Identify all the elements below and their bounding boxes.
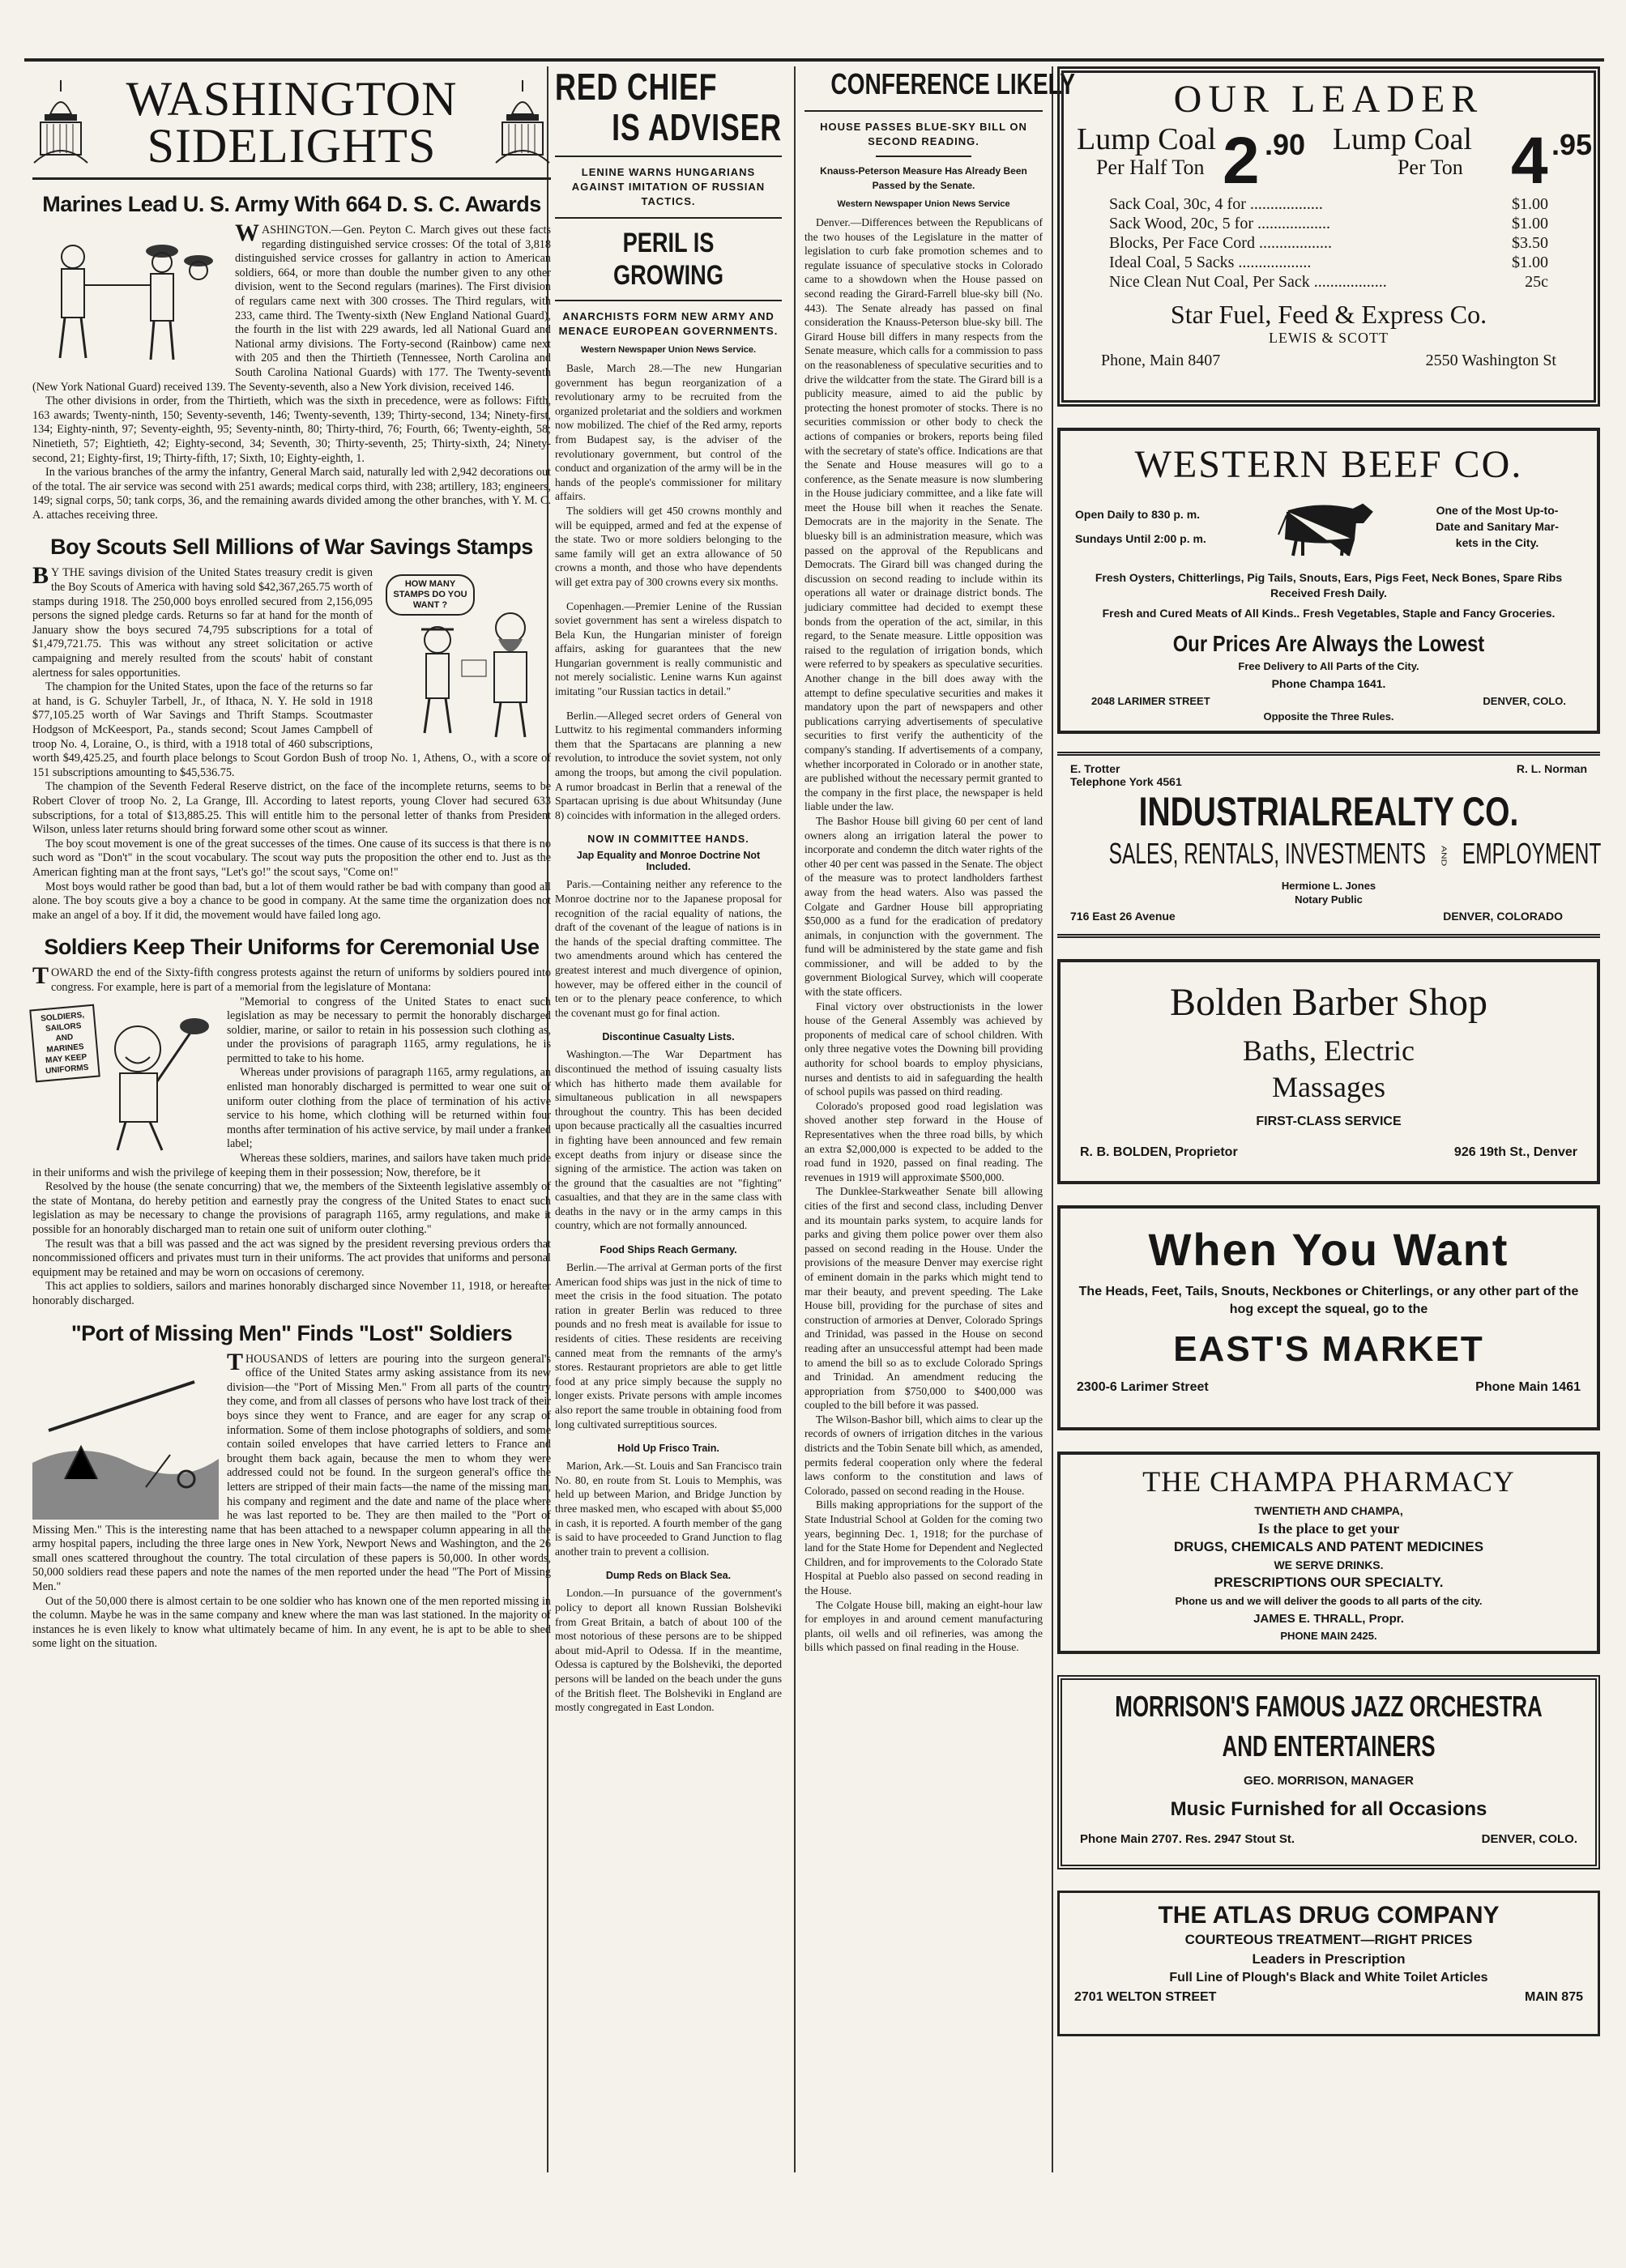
ton-price xyxy=(1332,122,1592,198)
article-paragraph: The result was that a bill was passed and the act was signed by the president reversing previous orders that noncommissioned officers and privates must turn in their uniforms. The act provides that uniforms and personal equipment may be retained and may be worn on occasions of ceremony. xyxy=(32,1237,551,1279)
divider xyxy=(555,300,782,301)
headline-conference: CONFERENCE LIKELY xyxy=(830,67,1075,100)
item-name: Sack Wood, 20c, 5 for .................. xyxy=(1109,215,1330,232)
column-advertisements xyxy=(1057,66,1600,2053)
article-paragraph: The Bashor House bill giving 60 per cent of land owners along an irrigation lateral the power to incorporate and condemn the ditch water rights of the other 40 per cent was passed in the Senate. The object of the measure was to protect landholders farthest away from the head waters. Also was passed the Colgate and Gardner House bill appropriating $50,000 as a fund for the eradication of predatory animals, in conjunction with the government. The fund will be administered by the state game and fish commissioner, and will be added to by the government Biological Survey, which will cooperate with the state officers. xyxy=(804,814,1043,999)
item-name: Nice Clean Nut Coal, Per Sack .................. xyxy=(1109,273,1387,291)
realty-name: E. Trotter xyxy=(1070,762,1120,775)
services-part: SALES, RENTALS, INVESTMENTS xyxy=(1108,837,1427,870)
services-part: EMPLOYMENT xyxy=(1462,837,1602,870)
pharmacy-line: PHONE MAIN 2425. xyxy=(1280,1630,1377,1642)
realty-name: R. L. Norman xyxy=(1516,762,1587,775)
atlas-line: Leaders in Prescription xyxy=(1252,1951,1406,1967)
realty-left xyxy=(1070,762,1182,788)
section-head: Jap Equality and Monroe Doctrine Not Included. xyxy=(576,850,761,873)
beef-line: Fresh and Cured Meats of All Kinds.. Fresh Vegetables, Staple and Fancy Groceries. xyxy=(1102,607,1556,620)
article-paragraph: Whereas under provisions of paragraph 1165, army regulations, an enlisted man honorably discharged is permitted to wear one suit of uniform outer clothing from the place of termination of his active service to his home, which clothing will be returned within four months after termination of his active service, by mail under a franked label; xyxy=(227,1066,551,1151)
ad-morrisons-orchestra xyxy=(1057,1675,1600,1869)
beef-info-row xyxy=(1075,494,1582,559)
ad-title: When You Want xyxy=(1148,1224,1509,1275)
lump-coal-label: Lump Coal xyxy=(1077,122,1217,156)
battlefield-cartoon-icon xyxy=(32,1358,219,1520)
article-paragraph: The champion for the United States, upon the face of the returns so far at hand, is G. Schuyler Tarbell, Jr., of Ithaca, N. Y. He sold in 1918 $77,105.25 worth of War Savings and Thrift Stamps. Scoutmaster Hodgson of McKeesport, Pa., stands second; Scout James Campbell of troop No. 4, Loraine, O., is third, with a 1918 total of 460 subscriptions, worth $49,425.25, and fourth place belongs to Scout Gordon Bush of troop No. 1, Athens, O., with a score of 151 subscriptions amounting to $45,536.75. xyxy=(32,680,551,779)
article-headline: Soldiers Keep Their Uniforms for Ceremonial Use xyxy=(44,935,540,960)
uniform-sign: SOLDIERS, SAILORS AND MARINES MAY KEEP UNIFORMS xyxy=(29,1004,100,1082)
phone: Phone Champa 1641. xyxy=(1271,677,1386,690)
services-and: AND xyxy=(1440,845,1449,867)
headline-red-chief: RED CHIEF xyxy=(555,66,718,108)
article-paragraph: Washington.—The War Department has discontinued the method of issuing casualty lists which has hitherto made them available for simultaneous publication in all newspapers throughout the country. This has been decided upon because practically all the casualties incurred in fighting have been announced and few remain except deaths from injury or disease since the signing of the armistice. The action was taken on the ground that the casualties are not "fighting" casualties, and that they are in the same class with deaths in the navy or in the army camps in this country, which are not formally announced. xyxy=(555,1048,782,1232)
city: DENVER, COLO. xyxy=(1483,695,1566,707)
top-rule xyxy=(24,58,1604,62)
price-small: .95 xyxy=(1551,128,1592,161)
article-paragraph: Most boys would rather be good than bad, but a lot of them would rather be bad with company than good all alone. The boy scouts give a boy a chance to be good in company. At the same time the organization does not make an angel of a boy. If it did, the movement would have failed long ago. xyxy=(32,880,551,922)
barber-line: Massages xyxy=(1272,1071,1385,1103)
item-price: $1.00 xyxy=(1512,195,1548,213)
item-name: Sack Coal, 30c, 4 for .................. xyxy=(1109,195,1323,213)
ad-bolden-barber xyxy=(1057,959,1600,1184)
article-paragraph: Colorado's proposed good road legislation was shoved another step forward in the House of Representatives when the three road bills, by which an extra $2,000,000 is expected to be added to the road fund in 1920, passed on final reading. The revenues in 1919 will approximate $500,000. xyxy=(804,1099,1043,1183)
opposite: Opposite the Three Rules. xyxy=(1263,710,1394,723)
atlas-line: Full Line of Plough's Black and White Toilet Articles xyxy=(1169,1971,1488,1985)
article-paragraph: Final victory over obstructionists in the lower house of the General Assembly was achieved by proponents of medical care of school children. With only three negative votes the Downing bill providing authority for school boards to employ physicians, nurses and dentists to aid in safeguarding the health of school pupils was passed on third reading. xyxy=(804,1000,1043,1098)
notary-title: Notary Public xyxy=(1295,893,1363,906)
article-paragraph: Paris.—Containing neither any reference to the Monroe doctrine nor to the Japanese proposal for recognition of the racial equality of nations, the draft of the covenant of the league of nations is in the hands of the special drafting committee. The two amendments around which has centered the greatest interest and much divergence of opinion, however, may be offered either in the council of ten or to the plenary peace conference, to which the covenant must go for final action. xyxy=(555,878,782,1019)
article-paragraph: Berlin.—The arrival at German ports of the first American food ships was just in the nick of time to meet the crisis in the food situation. The potato ration in greater Berlin was reduced to three pounds and no fresh meat is available for issue to residents of cities. These residents are receiving canned meat from the remnants of the army's stores. Restaurant proprietors are able to get little food at any price simply because the supply no longer exists. Private persons with ample incomes also report the same trouble in obtaining food from long cultivated surreptitious sources. xyxy=(555,1261,782,1430)
article-headline: Boy Scouts Sell Millions of War Savings Stamps xyxy=(50,535,533,560)
pharmacy-line: WE SERVE DRINKS. xyxy=(1274,1558,1384,1571)
article-paragraph: Marion, Ark.—St. Louis and San Francisco train No. 80, en route from St. Louis to Memphis, was held up between Marion, and Bridge Junction by three masked men, who escaped with about $5,000 in cash, it is reported. A fourth member of the gang is said to have proceeded to Grand Junction to flag another train to prevent a collision. xyxy=(555,1460,782,1558)
owners: LEWIS & SCOTT xyxy=(1269,330,1389,346)
capitol-dome-icon xyxy=(494,74,551,171)
street: 2048 LARIMER STREET xyxy=(1091,695,1210,707)
tagline-line: kets in the City. xyxy=(1455,536,1539,549)
article-paragraph: BY THE savings division of the United States treasury credit is given the Boy Scouts of America with having sold $42,367,265.75 worth of stamps during 1918. The 250,000 boys enrolled secured from 2,156,095 persons the signed pledge cards. Returns so far at hand for the month of January show the boys secured 74,795 subscriptions for a total of $1,479,721.75. This was without any street solicitation or active campaigning and merely resulted from the scouts' habit of constant alertness for sales opportunities. xyxy=(32,562,373,680)
phone: MAIN 875 xyxy=(1524,1990,1583,2004)
divider xyxy=(555,156,782,157)
phone: Phone, Main 8407 xyxy=(1101,352,1221,369)
delivery: Free Delivery to All Parts of the City. xyxy=(1238,660,1419,672)
ad-title: INDUSTRIALREALTY CO. xyxy=(1138,789,1519,834)
atlas-line: COURTEOUS TREATMENT—RIGHT PRICES xyxy=(1184,1932,1473,1947)
manager: GEO. MORRISON, MANAGER xyxy=(1243,1774,1414,1788)
article-paragraph: The Dunklee-Starkweather Senate bill allowing cities of the first and second class, including Denver and its mountain parks system, to acquire lands for parks and giving them police power over them also passed on second reading in the House. Under the provisions of the measure Denver may exercise right of eminent domain in the parks which might tend to mar their beauty, and prevent speeding. The Lake House bill, providing for the purchase of sites and construction of armories at Denver, Colorado Springs and Trinidad, was passed in the House on second reading after an unsuccessful attempt had been made to amend the bill so as to exclude Colorado Springs and Trinidad. An amendment reducing the appropriation from $750,000 to $400,000 was coupled to the bill before it was passed. xyxy=(804,1185,1043,1412)
item-price: 25c xyxy=(1525,273,1548,291)
divider xyxy=(555,217,782,219)
realty-phone: Telephone York 4561 xyxy=(1070,775,1182,788)
slogan: Our Prices Are Always the Lowest xyxy=(1172,631,1485,656)
sidelights-masthead xyxy=(32,66,551,180)
ad-easts-market xyxy=(1057,1205,1600,1430)
half-ton-price xyxy=(1077,122,1333,198)
pharmacy-line: JAMES E. THRALL, Propr. xyxy=(1253,1612,1404,1626)
price-small: .90 xyxy=(1265,128,1306,161)
market-contact xyxy=(1077,1380,1581,1395)
column-red-chief xyxy=(547,66,790,1715)
barber-contact xyxy=(1080,1145,1577,1160)
ad-title-2: AND ENTERTAINERS xyxy=(1222,1729,1436,1763)
music: Music Furnished for all Occasions xyxy=(1170,1798,1487,1820)
speech-bubble: HOW MANY STAMPS DO YOU WANT ? xyxy=(386,574,475,616)
city: DENVER, COLORADO xyxy=(1443,910,1563,923)
ad-title: WESTERN BEEF CO. xyxy=(1134,443,1523,486)
article-headline: Marines Lead U. S. Army With 664 D. S. C. Awards xyxy=(42,192,541,216)
item-name: Ideal Coal, 5 Sacks .................. xyxy=(1109,254,1312,271)
article-paragraph: THOUSANDS of letters are pouring into the surgeon general's office of the United States army asking assistance from its new division—the "Port of Missing Men." From all parts of the country they come, and from all classes of persons who have lost track of their boys since they went to France, and are eager for any scrap of information. Some of them inclose photographs of soldiers, and some contain soiled envelopes that have carried letters to France and brought them back again, because the men to whom they were addressed could not be found. In the surgeon general's office the letters are stripped of their main facts—the name of the missing man, his company and regiment and the date and name of the place where he was last reported to be. They are then mailed to the "Port of Missing Men." This is the interesting name that has been attached to a newspaper column appearing in all the army hospital papers, including the three large ones in New York, Newport News and Washington, and the 26 small ones scattered throughout the country. The total circulation of these papers is 50,000. In other words, 50,000 soldiers read these papers and note the names of the men reported under the head "The Port of Missing Men." xyxy=(32,1348,551,1594)
coal-prices xyxy=(1077,122,1592,198)
pharmacy-line: PRESCRIPTIONS OUR SPECIALTY. xyxy=(1214,1575,1444,1590)
realty-header xyxy=(1070,762,1587,788)
beef-line: Fresh Oysters, Chitterlings, Pig Tails, Snouts, Ears, Pigs Feet, Neck Bones, Spare Ribs Received Fresh Daily. xyxy=(1095,571,1563,599)
price-list-item xyxy=(1109,272,1548,292)
article-paragraph: Copenhagen.—Premier Lenine of the Russian soviet government has sent a wireless dispatch to Bela Kun, the Hungarian minister of foreign affairs, asking for guarantees that the new Hungarian government is really communistic and not merely socialistic. Lenine warns Kun against imitating "our Russian tactics in detail." xyxy=(555,599,782,698)
owner: R. B. BOLDEN, Proprietor xyxy=(1080,1145,1238,1159)
notary-name: Hermione L. Jones xyxy=(1281,880,1376,892)
tagline-line: Date and Sanitary Mar- xyxy=(1436,520,1559,533)
address: 926 19th St., Denver xyxy=(1453,1145,1577,1159)
company-name: Star Fuel, Feed & Express Co. xyxy=(1170,300,1487,329)
article-paragraph: TOWARD the end of the Sixty-fifth congress protests against the return of uniforms by soldiers poured into congress. For example, here is part of a memorial from the legislature of Montana: xyxy=(32,962,551,994)
article-paragraph: WASHINGTON.—Gen. Peyton C. March gives out these facts regarding distinguished service crosses: Of the total of 3,818 distinguished service crosses for gallantry in action to American soldiers, 664, or more than double the number given to any other division, went to the Second regulars (marines). The First division of regulars came next with 300 crosses. The Third regulars, with 233, came third. The Twenty-sixth (New England National Guard), the fourth in the list with 229 awards, led all National Guard and National army divisions. The Forty-second (Rainbow) came next with 205 and then the Thirtieth (Tennessee, North Carolina and South Carolina National Guards) with 177. The Twenty-seventh (New York National Guard) received 139. The Seventy-seventh, also a New York division, received 146. xyxy=(32,220,551,394)
divider xyxy=(804,110,1043,112)
column-washington-sidelights xyxy=(32,66,551,1652)
pharmacy-line: DRUGS, CHEMICALS AND PATENT MEDICINES xyxy=(1173,1539,1484,1554)
item-name: Blocks, Per Face Cord .................. xyxy=(1109,234,1332,252)
realty-services xyxy=(1108,835,1602,872)
service: FIRST-CLASS SERVICE xyxy=(1256,1115,1402,1128)
section-head: Food Ships Reach Germany. xyxy=(600,1244,737,1256)
ad-title: THE CHAMPA PHARMACY xyxy=(1142,1465,1515,1498)
item-price: $1.00 xyxy=(1512,254,1548,271)
phone: Phone Main 1461 xyxy=(1475,1380,1581,1394)
ad-our-leader xyxy=(1057,66,1600,407)
ad-title: OUR LEADER xyxy=(1173,78,1484,121)
ad-industrial-realty xyxy=(1057,752,1600,938)
article-paragraph: Bills making appropriations for the support of the State Industrial School at Golden for the coming two years, beginning Dec. 1, 1918; for the purchase of land for the State Home for Dependent and Neglected Children, and for improvements to the Colorado State Hospital at Pueblo also passed on second reading in the House. xyxy=(804,1498,1043,1597)
subheadline: Knauss-Peterson Measure Has Already Been Passed by the Senate. xyxy=(820,165,1027,191)
ad-title: THE ATLAS DRUG COMPANY xyxy=(1158,1902,1500,1929)
column-conference xyxy=(798,66,1075,1655)
column-rule xyxy=(1052,66,1053,2172)
article-paragraph: Whereas these soldiers, marines, and sailors have taken much pride in their uniforms and wish the privilege of keeping them in their possession; Now, therefore, be it xyxy=(32,1152,551,1179)
price-big: 2 xyxy=(1223,124,1260,198)
notary xyxy=(1070,879,1587,906)
capitol-dome-icon xyxy=(32,74,89,171)
street: 2701 WELTON STREET xyxy=(1074,1990,1217,2004)
price-list-item xyxy=(1109,253,1548,272)
scout-cartoon xyxy=(381,571,551,741)
article-paragraph: Berlin.—Alleged secret orders of General von Luttwitz to his regimental commanders informing them that the Spartacans are planning a new revolution, to introduce the soviet system, not only among the troops, but among the civil population. A rumor broadcast in Berlin that a renewal of the Spartacan uprising is due about Whitsunday (June 8) coincides with information in the alleged orders. xyxy=(555,709,782,821)
news-service: Western Newspaper Union News Service xyxy=(837,199,1010,209)
address-row xyxy=(1091,695,1566,707)
column-rule xyxy=(794,66,796,2172)
price-big: 4 xyxy=(1510,124,1548,198)
market-name: EAST'S MARKET xyxy=(1173,1329,1484,1369)
article-paragraph: London.—In pursuance of the government's policy to deport all known Russian Bolsheviki from Great Britain, a batch of about 100 of the most notorious of these persons are to be shipped about mid-April to Odessa. If in the meantime, Odessa is captured by the Bolsheviki, the deported persons will be landed on the beach under the guns of the British fleet. The Bolsheviki in England are mostly congregated in East London. xyxy=(555,1587,782,1714)
pharmacy-line: TWENTIETH AND CHAMPA, xyxy=(1254,1504,1403,1517)
price-list-item xyxy=(1109,194,1548,214)
section-head: Discontinue Casualty Lists. xyxy=(602,1031,735,1043)
pharmacy-line: Is the place to get your xyxy=(1257,1520,1400,1537)
market-text: The Heads, Feet, Tails, Snouts, Neckbones or Chiterlings, or any other part of the hog except the squeal, go to the xyxy=(1078,1285,1579,1316)
subheadline: ANARCHISTS FORM NEW ARMY AND MENACE EUROPEAN GOVERNMENTS. xyxy=(558,310,779,337)
hours-weekday: Open Daily to 830 p. m. xyxy=(1075,508,1201,521)
headline-peril: PERIL IS GROWING xyxy=(613,228,723,291)
unit-label: Per Ton xyxy=(1397,156,1463,179)
street: 2300-6 Larimer Street xyxy=(1077,1380,1209,1394)
article-paragraph: This act applies to soldiers, sailors and marines honorably discharged since November 11, 1918, or hereafter honorably discharged. xyxy=(32,1280,551,1307)
hours-sunday: Sundays Until 2:00 p. m. xyxy=(1075,532,1206,545)
section-head: Dump Reds on Black Sea. xyxy=(605,1570,732,1582)
ad-title: MORRISON'S FAMOUS JAZZ ORCHESTRA xyxy=(1115,1690,1543,1723)
article-paragraph: Out of the 50,000 there is almost certain to be one soldier who has known one of the men reported missing in the column. Maybe he was in the same company and knew where the man was last stationed. In the majority of instances he is even likely to know what ultimately became of him. In any event, he is apt to be able to shed some light on the situation. xyxy=(32,1594,551,1651)
cow-icon xyxy=(1272,494,1377,559)
price-list-item xyxy=(1109,214,1548,233)
subheadline: LENINE WARNS HUNGARIANS AGAINST IMITATION OF RUSSIAN TACTICS. xyxy=(571,166,766,207)
lump-coal-label: Lump Coal xyxy=(1332,122,1472,156)
soldier-sign-cartoon xyxy=(32,1000,219,1154)
article-headline: "Port of Missing Men" Finds "Lost" Soldiers xyxy=(70,1320,513,1345)
atlas-contact xyxy=(1074,1990,1583,2005)
price-list-item xyxy=(1109,233,1548,253)
contact-row xyxy=(1101,352,1556,370)
address-row xyxy=(1070,910,1587,923)
price-list xyxy=(1109,194,1548,292)
barber-line: Baths, Electric xyxy=(1243,1034,1415,1067)
news-service: Western Newspaper Union News Service. xyxy=(580,345,757,355)
divider xyxy=(876,156,971,157)
ad-champa-pharmacy xyxy=(1057,1452,1600,1654)
phone: Phone Main 2707. Res. 2947 Stout St. xyxy=(1080,1832,1295,1846)
article-paragraph: "Memorial to congress of the United States to enact such legislation as may be necessary to permit the honorably discharged soldier, marine, or sailor to retain in his possession such clothing as, under the provisions of paragraph 1165, army regulations, he is permitted to take to his home. xyxy=(227,995,551,1065)
ad-atlas-drug xyxy=(1057,1891,1600,2036)
article-paragraph: Basle, March 28.—The new Hungarian government has begun reorganization of a revolutionary army to be recruited from the organized proletariat and the soldiers and workmen now mobilized. The chief of the Red army, reports from Budapest say, is the adviser of the revolutionary government, but control of the conduct and organization of the army will be in the hands of the people's commissioner for military affairs. xyxy=(555,362,782,503)
article-paragraph: The Wilson-Bashor bill, which aims to clear up the records of owners of irrigation ditches in the various districts and the Tobin Senate bill which, as amended, permits federal cooperation only where the federal laws conform to the constitution and laws of Colorado, passed on second reading in the House. xyxy=(804,1413,1043,1497)
pharmacy-line: Phone us and we will deliver the goods to all parts of the city. xyxy=(1175,1595,1483,1607)
article-paragraph: Denver.—Differences between the Republicans of the two houses of the Legislature in the matter of legislation to curb fake promotion schemes and to regulate issuance of speculative stocks in Colorado came to a showdown when the House passed on second reading the Girard-Farrell blue-sky bill (No. 443). The Senate already has passed on final consideration the Knauss-Peterson blue-sky bill. The Girard House bill differs in many respects from the Senate measure, which calls for a commission to pass on the reasonableness of speculative securities and to drive the wildcatter from the state. The Girard bill is a publicity measure, aimed to aid the public by protecting the honest promoter of stocks. There is no securities commission or other body to check the actions of companies or brokers, reports being filed with the secretary of state's office. Indications are that the Senate and House measures will go to a conference, as the Senate measure is now slumbering in the House judiciary committee, and a like fate will meet the House bill when it reaches the Senate. Democrats are in the majority in the Senate. The bluesky bill is an administration measure, which was passed on the approval of the Republicans and Democrats. The Girard bill was changed during the discussion on second reading to include within its operations all water or drainage district bonds. The judiciary committee had decided to exempt these bonds from the operation of the act, similar, in this regard, to the Senate measure. Little opposition was raised to the regulation of irrigation bonds, which were referred to by speakers as speculative securities. Another change in the bill does away with the attempt to define speculative securities and makes it mandatory upon the part of newspapers and other publications carrying advertisements of speculative securities to first verify the authenticity of the company's standing. If advertisements of a company, whether incorporated in Colorado or in another state, are published without the necessary permit granted to the company in the first place, the newspaper is held liable under the law. xyxy=(804,216,1043,813)
article-paragraph: The Colgate House bill, making an eight-hour law for employes in and around cement manufacturing plants, oil wells and oil refineries, was among the bills which passed on final reading in the House. xyxy=(804,1598,1043,1654)
article-paragraph: In the various branches of the army the infantry, General March said, naturally led with 2,942 decorations out of the total. The air service was second with 251 awards; medical corps third, with 238; artillery, 183; engineers, 149; signal corps, 50; tank corps, 36, and the remaining awards divided among the other branches, with Y. M. C. A. attaches receiving three. xyxy=(32,466,551,522)
street: 716 East 26 Avenue xyxy=(1070,910,1176,923)
article-paragraph: The champion of the Seventh Federal Reserve district, on the face of the incomplete returns, seems to be Robert Clover of troop No. 2, La Grange, Ill. According to latest reports, young Clover had secured 633 subscriptions, for a total of $13,885.25. This will entitle him to the personal letter of thanks from President Wilson, unless later returns should bring forward some other scout as winner. xyxy=(32,780,551,837)
section-head: NOW IN COMMITTEE HANDS. xyxy=(587,833,749,846)
article-paragraph: The soldiers will get 450 crowns monthly and will be equipped, armed and fed at the expense of the state. Two or more soldiers belonging to the same family will get an extra allowance of 50 crowns a month, and those who have dependents will get extra pay of 300 crowns every six months. xyxy=(555,504,782,588)
ad-western-beef xyxy=(1057,428,1600,734)
article-paragraph: The boy scout movement is one of the great successes of the times. One cause of its success is that there is no such word as "Don't" in the scout vocabulary. The scout way puts the proposition the other end to. Just as the American fighting man at the front says, "Let's go!" the scout says, "Come on!" xyxy=(32,837,551,879)
ad-title: Bolden Barber Shop xyxy=(1170,981,1487,1024)
article-paragraph: The other divisions in order, from the Thirtieth, which was the sixth in precedence, were as follows: Fifth, 163 awards; Twenty-ninth, 150; Seventy-seventh, 146; Twenty-seventh, 139; Thirty-second, 134; Ninety-first, 134; Eighty-ninth, 97; Seventy-eighth, 95; Seventy-ninth, 80; Thirty-third, 76; Fourth, 66; Twenty-eighth, 58; Ninetieth, 57; Eightieth, 42; Eighty-second, 34; Seventh, 30; Thirty-seventh, 25; Thirty-sixth, 24; Ninety-second, 21; Eighty-first, 19; Thirty-fifth, 17; Sixth, 10; Eighty-eighth, 1. xyxy=(32,394,551,465)
unit-label: Per Half Ton xyxy=(1096,156,1205,179)
section-head: Hold Up Frisco Train. xyxy=(617,1443,719,1455)
subheadline: HOUSE PASSES BLUE-SKY BILL ON SECOND READING. xyxy=(820,121,1027,147)
masthead-title: WASHINGTON SIDELIGHTS xyxy=(126,71,458,173)
item-price: $1.00 xyxy=(1512,215,1548,232)
address: 2550 Washington St xyxy=(1425,352,1556,369)
orchestra-contact xyxy=(1080,1832,1577,1846)
hours xyxy=(1075,502,1237,551)
item-price: $3.50 xyxy=(1512,234,1548,252)
article-paragraph: Resolved by the house (the senate concurring) that we, the members of the Sixteenth legislative assembly of the state of Montana, do hereby petition and earnestly pray the congress of the United States to enact such legislation as may be necessary to change the provisions of paragraph 1165, army regulations, and make it possible for an honorably discharged man to retain one suit of uniform outer clothing." xyxy=(32,1180,551,1236)
tagline-line: One of the Most Up-to- xyxy=(1436,504,1559,517)
soldiers-cartoon-icon xyxy=(32,228,227,366)
headline-is-adviser: IS ADVISER xyxy=(612,106,782,148)
beef-tagline xyxy=(1412,502,1582,551)
city: DENVER, COLO. xyxy=(1481,1832,1577,1846)
